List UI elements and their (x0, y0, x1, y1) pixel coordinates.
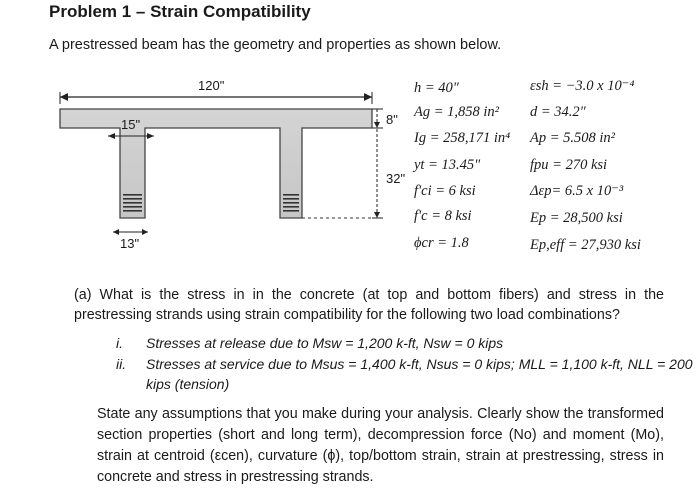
beam-section-diagram (50, 72, 395, 257)
prop-right-4: Δεp= 6.5 x 10⁻³ (530, 183, 624, 199)
question-a: (a) What is the stress in in the concrete (at top and bottom fibers) and stress in the prestressing strands using strain compatibility for the following two load combinations? (74, 287, 664, 323)
intro-text: A prestressed beam has the geometry and properties as shown below. (49, 37, 502, 53)
prop-left-4: f'ci = 6 ksi (414, 183, 476, 199)
flange-width-label: 15" (121, 117, 141, 132)
double-tee-section (60, 109, 372, 218)
prop-left-0: h = 40" (414, 80, 459, 96)
prop-right-2: Ap = 5.508 in² (530, 130, 616, 146)
instructions-text: State any assumptions that you make during your analysis. Clearly show the transformed section properties (short and long term), decompression force (No) and moment (Mo), strain at centroid (εcen), curvature (ϕ), top/bottom strain, strain at prestressing, stress in concrete and stress in prestressing strands. (97, 406, 664, 485)
total-depth-label: 32" (386, 171, 406, 186)
arrow-right (364, 93, 372, 101)
load-case-1-number: i. (116, 335, 123, 351)
arrow-left (60, 93, 68, 101)
prop-right-1: d = 34.2" (530, 104, 586, 120)
prop-left-5: f'c = 8 ksi (414, 208, 472, 224)
load-case-2-text: Stresses at service due to Msus = 1,400 k-ft, Nsus = 0 kips; MLL = 1,100 k-ft, NLL = 200 kips (tension) (146, 356, 693, 392)
web-width-label: 13" (120, 236, 140, 251)
flange-depth-label: 8" (386, 112, 398, 127)
problem-title: Problem 1 – Strain Compatibility (49, 2, 311, 21)
prop-left-6: ϕcr = 1.8 (414, 235, 469, 251)
prop-left-1: Ag = 1,858 in² (414, 104, 500, 120)
prop-right-0: εsh = −3.0 x 10⁻⁴ (530, 78, 635, 94)
prop-left-2: Ig = 258,171 in⁴ (414, 130, 511, 146)
load-case-1-text: Stresses at release due to Msw = 1,200 k-ft, Nsw = 0 kips (146, 335, 504, 351)
prop-right-5: Ep = 28,500 ksi (530, 210, 623, 226)
prop-right-3: fpu = 270 ksi (530, 157, 608, 173)
prop-left-3: yt = 13.45" (414, 157, 481, 173)
prop-right-6: Ep,eff = 27,930 ksi (530, 237, 641, 253)
width-label: 120" (198, 78, 225, 93)
load-case-2-number: ii. (116, 356, 127, 372)
